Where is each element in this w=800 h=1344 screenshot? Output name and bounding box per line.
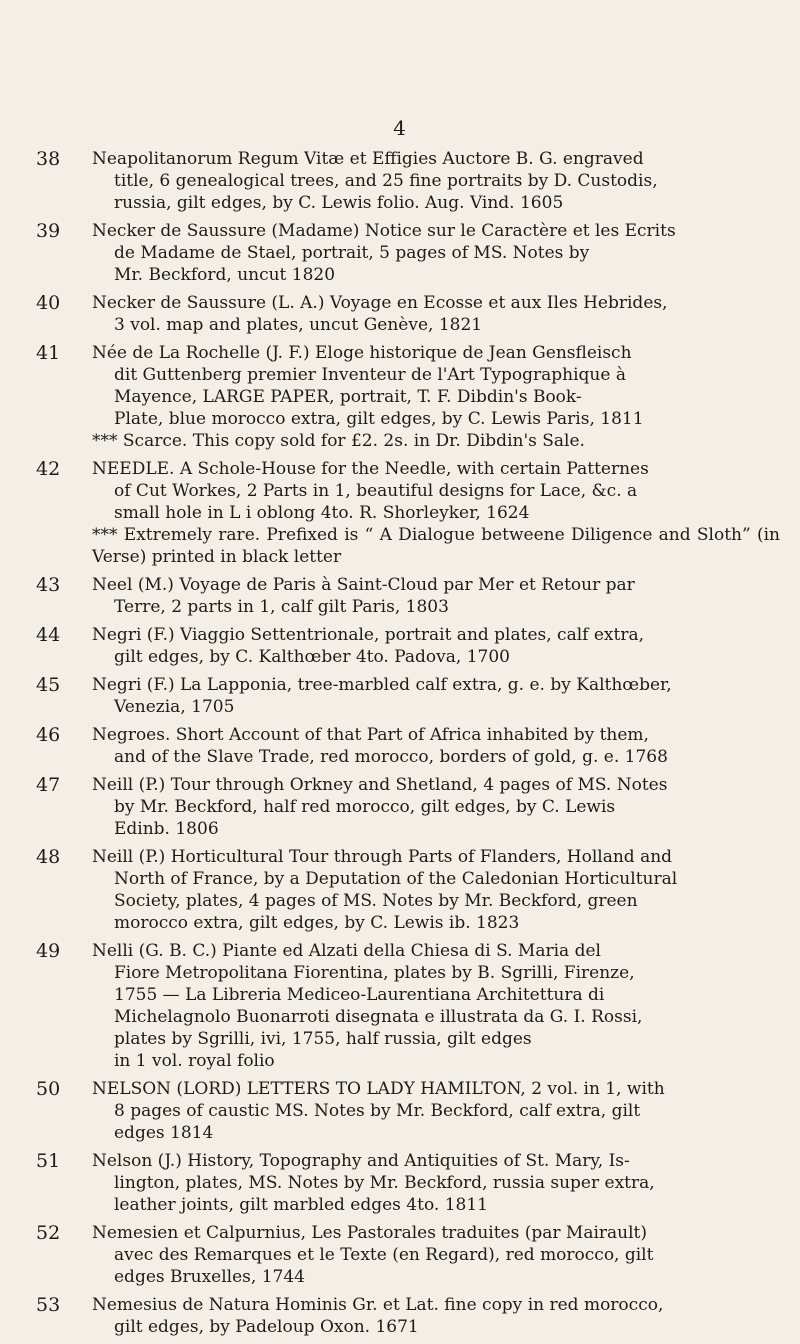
catalogue-entry: [36, 220, 780, 286]
entry-text: [92, 292, 780, 336]
entry-line: Nemesien et Calpurnius, Les Pastorales traduites (par Mairault): [92, 1223, 648, 1243]
entry-text: [92, 674, 780, 718]
entry-line: Nelli (G. B. C.) Piante ed Alzati della Chiesa di S. Maria del: [92, 941, 601, 961]
entry-line: Society, plates, 4 pages of MS. Notes by Mr. Beckford, green: [114, 891, 638, 911]
entry-note: *** Extremely rare. Prefixed is “ A Dialogue betweene Diligence and Sloth” (in Verse) printed in black letter: [92, 525, 780, 567]
entry-line: Nelson (J.) History, Topography and Antiquities of St. Mary, Is-: [92, 1151, 630, 1171]
entry-line: Neapolitanorum Regum Vitæ et Effigies Auctore B. G. engraved: [92, 149, 644, 169]
entry-line: of Cut Workes, 2 Parts in 1, beautiful designs for Lace, &c. a: [114, 481, 638, 501]
catalogue-entry: [36, 342, 780, 452]
entry-text: [92, 724, 780, 768]
entry-line: and of the Slave Trade, red morocco, borders of gold, g. e. 1768: [114, 747, 668, 767]
entry-note: *** Scarce. This copy sold for £2. 2s. in Dr. Dibdin's Sale.: [92, 431, 585, 451]
lot-number: 48: [36, 846, 61, 868]
catalogue-entry: [36, 624, 780, 668]
lot-number: 53: [36, 1294, 61, 1316]
lot-number: 39: [36, 220, 61, 242]
entry-line: Negri (F.) La Lapponia, tree-marbled calf extra, g. e. by Kalthœber,: [92, 675, 672, 695]
entry-text: [92, 220, 780, 286]
entry-line: 8 pages of caustic MS. Notes by Mr. Beckford, calf extra, gilt: [114, 1101, 641, 1121]
entry-text: [92, 774, 780, 840]
entry-text: [92, 940, 780, 1072]
lot-number: 50: [36, 1078, 61, 1100]
entry-text: [92, 1294, 780, 1338]
entry-line: Plate, blue morocco extra, gilt edges, by C. Lewis Paris, 1811: [114, 409, 644, 429]
catalogue-entry: [36, 724, 780, 768]
entry-line: 3 vol. map and plates, uncut Genève, 1821: [114, 315, 483, 335]
entry-line: gilt edges, by C. Kalthœber 4to. Padova, 1700: [114, 647, 510, 667]
entry-line: Mayence, LARGE PAPER, portrait, T. F. Dibdin's Book-: [114, 387, 582, 407]
catalogue-entry: [36, 940, 780, 1072]
entry-line: Nemesius de Natura Hominis Gr. et Lat. fine copy in red morocco,: [92, 1295, 664, 1315]
entry-line: Fiore Metropolitana Fiorentina, plates by B. Sgrilli, Firenze,: [114, 963, 635, 983]
entry-line: leather joints, gilt marbled edges 4to. 1811: [114, 1195, 488, 1215]
entry-line: Neill (P.) Horticultural Tour through Parts of Flanders, Holland and: [92, 847, 673, 867]
entry-line: gilt edges, by Padeloup Oxon. 1671: [114, 1317, 419, 1337]
entry-line: Mr. Beckford, uncut 1820: [114, 265, 336, 285]
lot-number: 41: [36, 342, 61, 364]
entry-line: Necker de Saussure (Madame) Notice sur le Caractère et les Ecrits: [92, 221, 676, 241]
catalogue-entry: [36, 292, 780, 336]
entry-line: edges 1814: [114, 1123, 214, 1143]
lot-number: 38: [36, 148, 61, 170]
lot-number: 49: [36, 940, 61, 962]
entry-line: title, 6 genealogical trees, and 25 fine portraits by D. Custodis,: [114, 171, 658, 191]
catalogue-entry: [36, 1294, 780, 1338]
entry-text: [92, 1150, 780, 1216]
entry-line: by Mr. Beckford, half red morocco, gilt edges, by C. Lewis: [114, 797, 616, 817]
entry-text: [92, 458, 780, 568]
lot-number: 40: [36, 292, 61, 314]
lot-number: 45: [36, 674, 61, 696]
entry-text: [92, 1078, 780, 1144]
lot-number: 47: [36, 774, 61, 796]
entry-line: NELSON (LORD) LETTERS TO LADY HAMILTON, 2 vol. in 1, with: [92, 1079, 665, 1099]
entry-line: dit Guttenberg premier Inventeur de l'Art Typographique à: [114, 365, 626, 385]
catalogue-entry: [36, 1222, 780, 1288]
lot-number: 42: [36, 458, 61, 480]
entry-line: in 1 vol. royal folio: [114, 1051, 275, 1071]
entry-text: [92, 1222, 780, 1288]
entry-line: edges Bruxelles, 1744: [114, 1267, 305, 1287]
entry-line: Necker de Saussure (L. A.) Voyage en Ecosse et aux Iles Hebrides,: [92, 293, 668, 313]
catalogue-entry: [36, 458, 780, 568]
entry-line: Michelagnolo Buonarroti disegnata e illustrata da G. I. Rossi,: [114, 1007, 643, 1027]
entry-line: Née de La Rochelle (J. F.) Eloge historique de Jean Gensfleisch: [92, 343, 632, 363]
entry-line: Negroes. Short Account of that Part of Africa inhabited by them,: [92, 725, 649, 745]
entry-line: avec des Remarques et le Texte (en Regard), red morocco, gilt: [114, 1245, 654, 1265]
entry-line: NEEDLE. A Schole-House for the Needle, with certain Patternes: [92, 459, 649, 479]
catalogue-entry: [36, 774, 780, 840]
page-number: 4: [393, 116, 407, 140]
entry-line: morocco extra, gilt edges, by C. Lewis ib. 1823: [114, 913, 520, 933]
entry-line: de Madame de Stael, portrait, 5 pages of MS. Notes by: [114, 243, 590, 263]
entry-text: [92, 574, 780, 618]
entry-line: Venezia, 1705: [114, 697, 235, 717]
lot-number: 52: [36, 1222, 61, 1244]
entry-line: russia, gilt edges, by C. Lewis folio. Aug. Vind. 1605: [114, 193, 564, 213]
entry-line: 1755 — La Libreria Mediceo-Laurentiana Architettura di: [114, 985, 605, 1005]
entry-list: [36, 148, 780, 1344]
entry-line: Edinb. 1806: [114, 819, 219, 839]
lot-number: 51: [36, 1150, 61, 1172]
entry-text: [92, 342, 780, 452]
catalogue-entry: [36, 574, 780, 618]
entry-line: small hole in L i oblong 4to. R. Shorleyker, 1624: [114, 503, 530, 523]
lot-number: 46: [36, 724, 61, 746]
lot-number: 43: [36, 574, 61, 596]
entry-text: [92, 846, 780, 934]
entry-line: North of France, by a Deputation of the Caledonian Horticultural: [114, 869, 678, 889]
entry-line: lington, plates, MS. Notes by Mr. Beckford, russia super extra,: [114, 1173, 655, 1193]
entry-line: Terre, 2 parts in 1, calf gilt Paris, 1803: [114, 597, 449, 617]
catalogue-entry: [36, 1078, 780, 1144]
catalogue-entry: [36, 846, 780, 934]
catalogue-entry: [36, 1150, 780, 1216]
entry-text: [92, 148, 780, 214]
entry-line: Neill (P.) Tour through Orkney and Shetland, 4 pages of MS. Notes: [92, 775, 668, 795]
catalogue-entry: [36, 148, 780, 214]
entry-text: [92, 624, 780, 668]
entry-line: plates by Sgrilli, ivi, 1755, half russia, gilt edges: [114, 1029, 532, 1049]
catalogue-entry: [36, 674, 780, 718]
entry-line: Negri (F.) Viaggio Settentrionale, portrait and plates, calf extra,: [92, 625, 644, 645]
entry-line: Neel (M.) Voyage de Paris à Saint-Cloud par Mer et Retour par: [92, 575, 635, 595]
lot-number: 44: [36, 624, 61, 646]
